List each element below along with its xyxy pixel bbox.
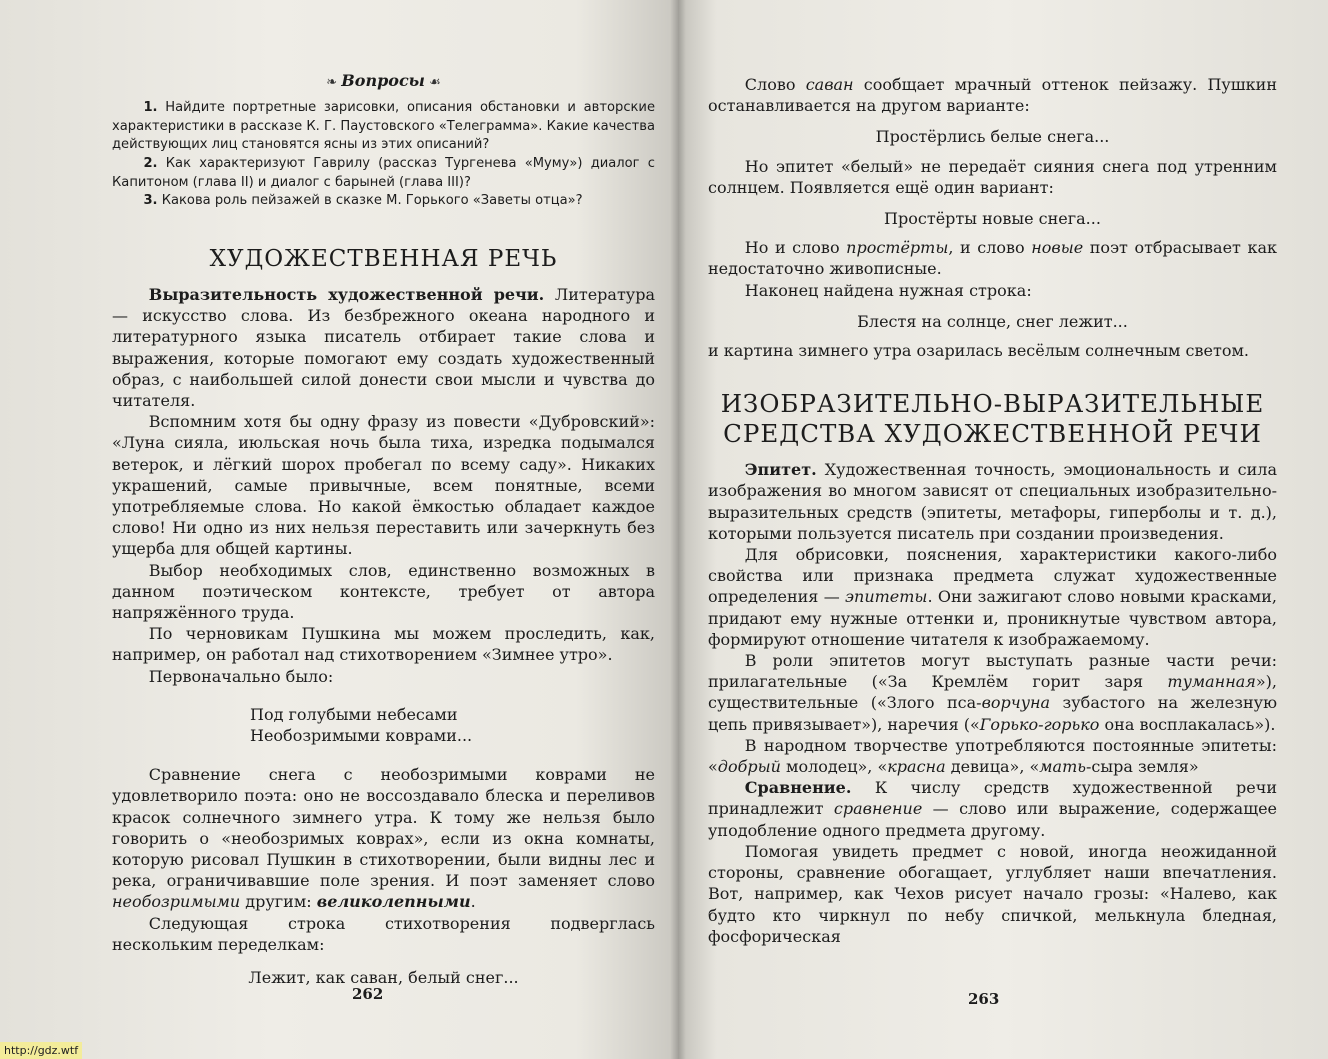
watermark-link[interactable]: http://gdz.wtf: [0, 1042, 82, 1059]
question-item: 2. Как характеризуют Гаврилу (рассказ Тургенева «Муму») диалог с Капитоном (глава II) и диалог с барыней (глава III)?: [112, 155, 655, 190]
paragraph: Наконец найдена нужная строка:: [744, 280, 1032, 300]
paragraph: Вспомним хотя бы одну фразу из повести «Дубровский»: «Луна сияла, июльская ночь была тиха, изредка подымался ветерок, и лёгкий шорох пробегал по всему саду». Никаких украшений, самые привычные, всем понятные, всеми употребляемые слова. Но какой ёмкостью обладает каждое слово! Ни одно из них нельзя переставить или зачеркнуть без ущерба для общей картины.: [112, 412, 655, 559]
paragraph: Первоначально было:: [148, 666, 334, 686]
ornament-right-icon: ☙: [424, 75, 441, 90]
book-spine: [670, 0, 686, 1059]
question-item: 3. Какова роль пейзажей в сказке М. Горького «Заветы отца»?: [143, 193, 583, 209]
centered-verse: Блестя на солнце, снег лежит...: [857, 311, 1128, 331]
paragraph: Выбор необходимых слов, единственно возможных в данном поэтическом контексте, требует от автора напряжённого труда.: [112, 560, 655, 623]
ornament-left-icon: ❧: [326, 75, 342, 90]
verse-quote: Под голубыми небесами Необозримыми коврами...: [250, 704, 473, 746]
right-page: [678, 0, 1328, 1059]
paragraph: Эпитет. Художественная точность, эмоциональность и сила изображения во многом зависят от специальных изобразительно-выразительных средств (эпитеты, метафоры, гиперболы и т. д.), которыми пользуется писатель при создании произведения.: [708, 460, 1277, 543]
paragraph: По черновикам Пушкина мы можем проследить, как, например, он работал над стихотворением «Зимнее утро».: [112, 624, 655, 665]
paragraph: Сравнение. К числу средств художественной речи принадлежит сравнение — слово или выражение, содержащее уподобление одного предмета другому.: [708, 778, 1278, 840]
question-item: 1. Найдите портретные зарисовки, описания обстановки и авторские характеристики в рассказе К. Г. Паустовского «Телеграмма». Какие качества действующих лиц становятся ясны из этих описаний?: [112, 100, 655, 153]
right-column: [708, 74, 1277, 947]
paragraph: Сравнение снега с необозримыми коврами не удовлетворило поэта: оно не воссоздавало блеска и переливов красок солнечного зимнего утра. К тому же нельзя было говорить о «необозримых коврах», если из окна комнаты, которую рисовал Пушкин в стихотворении, были видны лес и река, ограничивавшие поле зрения. И поэт заменяет слово необозримыми другим: великолепными.: [112, 765, 655, 912]
section-heading: ИЗОБРАЗИТЕЛЬНО-ВЫРАЗИТЕЛЬНЫЕ СРЕДСТВА ХУДОЖЕСТВЕННОЙ РЕЧИ: [720, 389, 1265, 449]
questions-list: [112, 99, 655, 211]
paragraph: Но эпитет «белый» не передаёт сияния снега под утренним солнцем. Появляется ещё один вариант:: [708, 156, 1277, 197]
page-number: 263: [968, 990, 1000, 1008]
paragraph: и картина зимнего утра озарилась весёлым солнечным светом.: [708, 341, 1249, 361]
questions-title: Вопросы: [341, 71, 425, 90]
paragraph: Но и слово простёрты, и слово новые поэт отбрасывает как недостаточно живописные.: [708, 238, 1278, 279]
paragraph: Выразительность художественной речи. Литература — искусство слова. Из безбрежного океана народного и литературного языка писатель отбирает такие слова и выражения, которые помогают ему создать художественный образ, с наибольшей силой донести свои мысли и чувства до читателя.: [112, 284, 655, 410]
paragraph: Следующая строка стихотворения подверглась нескольким переделкам:: [112, 913, 655, 954]
paragraph: Для обрисовки, пояснения, характеристики какого-либо свойства или признака предмета служат художественные определения — эпитеты. Они зажигают слово новыми красками, придают ему нужные оттенки и, проникнутые чувством автора, формируют отношение читателя к изображаемому.: [708, 545, 1277, 649]
page-number: 262: [352, 985, 384, 1003]
centered-verse: Простёрты новые снега...: [884, 209, 1101, 229]
left-column: [112, 70, 655, 996]
paragraph: Слово саван сообщает мрачный оттенок пейзажу. Пушкин останавливается на другом варианте:: [708, 75, 1278, 116]
questions-heading: [112, 70, 655, 93]
centered-verse: Простёрлись белые снега...: [875, 127, 1110, 147]
section-heading: ХУДОЖЕСТВЕННАЯ РЕЧЬ: [209, 245, 558, 272]
paragraph: В роли эпитетов могут выступать разные части речи: прилагательные («За Кремлём горит заря туманная»), существительные («Злого пса-ворчуна зубастого на железную цепь привязывает»), наречия («Горько-горько она восплакалась»).: [708, 651, 1277, 734]
centered-verse: Лежит, как саван, белый снег...: [248, 968, 519, 988]
paragraph: В народном творчестве употребляются постоянные эпитеты: «добрый молодец», «красна девица», «мать-сыра земля»: [708, 735, 1277, 777]
paragraph: Помогая увидеть предмет с новой, иногда неожиданной стороны, сравнение обогащает, углубляет наши впечатления. Вот, например, как Чехов рисует начало грозы: «Налево, как будто кто чиркнул по небу спичкой, мелькнула бледная, фосфорическая: [708, 841, 1277, 946]
